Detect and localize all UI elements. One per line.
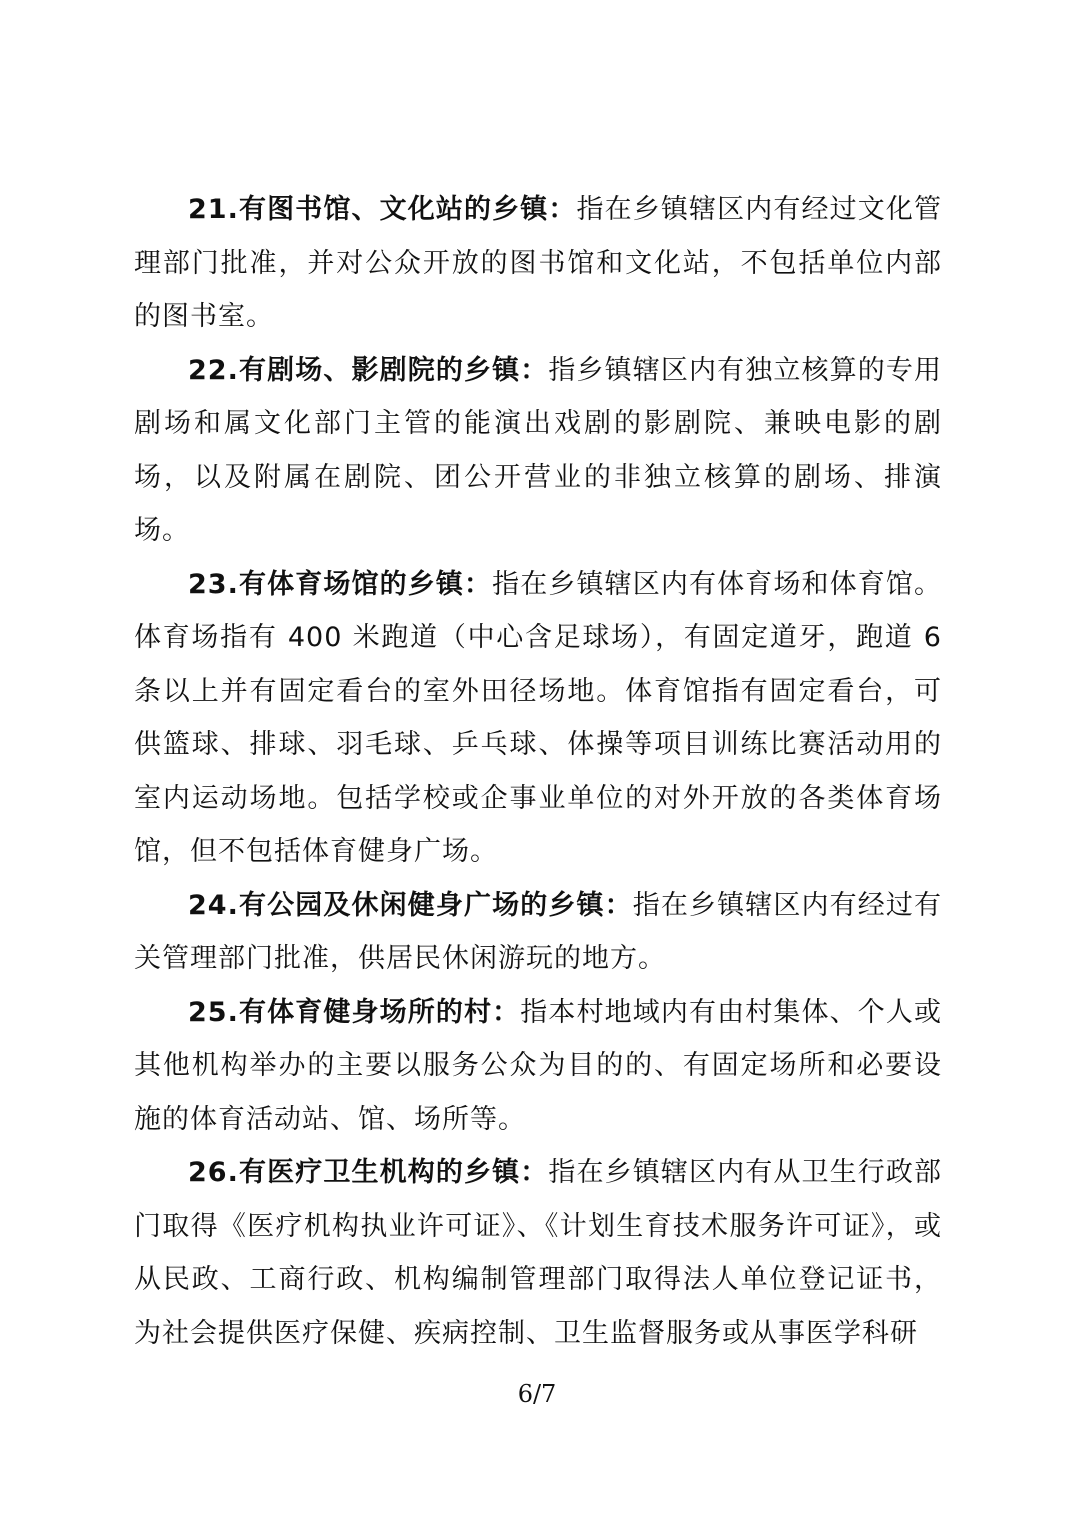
document-body bbox=[134, 183, 942, 1360]
definition-paragraph-22 bbox=[134, 344, 942, 558]
definition-text: 指本村地域内有由村集体、个人或其他机构举办的主要以服务公众为目的的、有固定场所和必要设施的体育活动站、馆、场所等。 bbox=[134, 996, 942, 1135]
definition-paragraph-23 bbox=[134, 558, 942, 879]
definition-term: 22.有剧场、影剧院的乡镇： bbox=[188, 354, 549, 386]
definition-text: 指在乡镇辖区内有体育场和体育馆。体育场指有 400 米跑道（中心含足球场），有固定道牙，跑道 6 条以上并有固定看台的室外田径场地。体育馆指有固定看台，可供篮球、排球、羽毛球、乒乓球、体操等项目训练比赛活动用的室内运动场地。包括学校或企事业单位的对外开放的各类体育场馆，但不包括体育健身广场。 bbox=[134, 568, 942, 867]
definition-paragraph-25 bbox=[134, 986, 942, 1147]
page-number: 6/7 bbox=[517, 1380, 557, 1408]
definition-text: 指乡镇辖区内有独立核算的专用剧场和属文化部门主管的能演出戏剧的影剧院、兼映电影的剧场，以及附属在剧院、团公开营业的非独立核算的剧场、排演场。 bbox=[134, 354, 943, 546]
definition-text: 指在乡镇辖区内有经过文化管理部门批准，并对公众开放的图书馆和文化站，不包括单位内部的图书室。 bbox=[134, 194, 942, 332]
definition-term: 21.有图书馆、文化站的乡镇： bbox=[188, 194, 577, 225]
definition-text: 指在乡镇辖区内有从卫生行政部门取得《医疗机构执业许可证》、《计划生育技术服务许可证》，或从民政、工商行政、机构编制管理部门取得法人单位登记证书，为社会提供医疗保健、疾病控制、卫生监督服务或从事医学科研 bbox=[134, 1157, 943, 1349]
definition-paragraph-24 bbox=[134, 879, 942, 986]
definition-term: 23.有体育场馆的乡镇： bbox=[188, 568, 493, 600]
definition-text: 指在乡镇辖区内有经过有关管理部门批准，供居民休闲游玩的地方。 bbox=[134, 889, 942, 974]
definition-term: 26.有医疗卫生机构的乡镇： bbox=[188, 1157, 549, 1188]
definition-paragraph-21 bbox=[134, 183, 942, 344]
definition-term: 24.有公园及休闲健身广场的乡镇： bbox=[188, 889, 633, 921]
definition-term: 25.有体育健身场所的村： bbox=[188, 996, 521, 1028]
definition-paragraph-26 bbox=[134, 1146, 942, 1360]
